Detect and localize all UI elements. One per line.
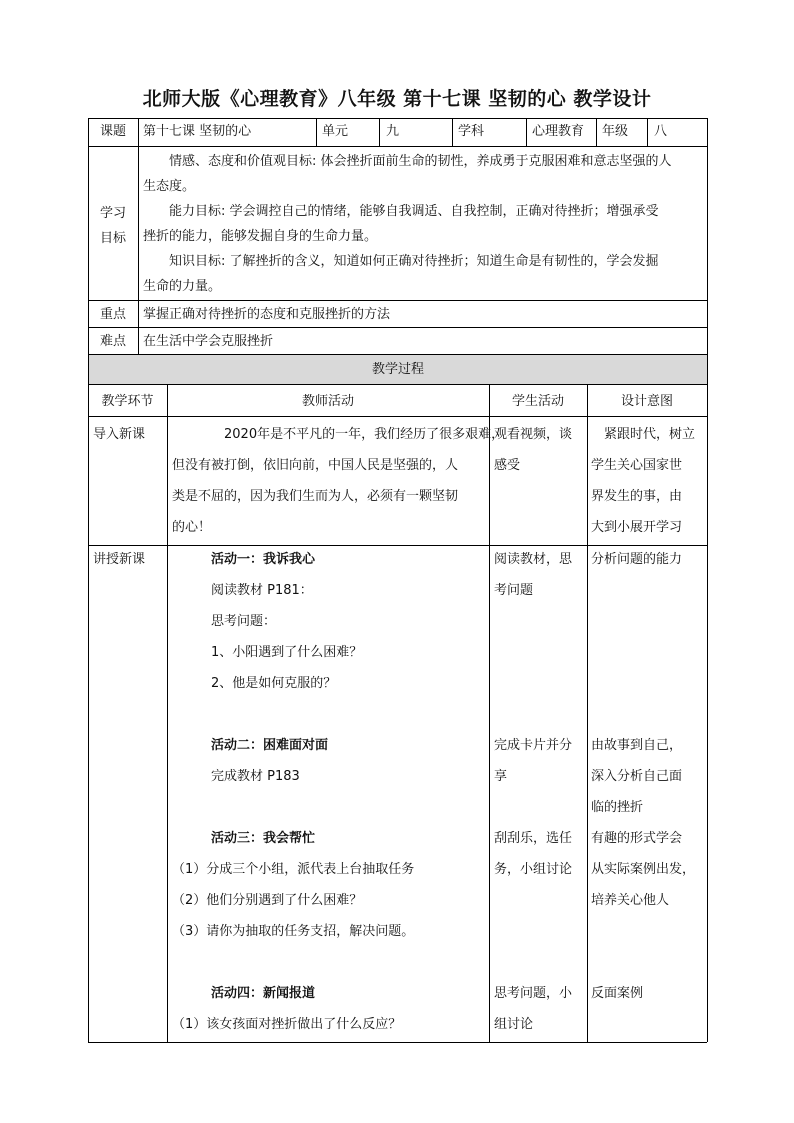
lecture-teacher-line: 思考问题： (172, 614, 277, 629)
intro-intent-line: 界发生的事，由 (591, 489, 683, 504)
unit-label: 单元 (322, 124, 349, 139)
lecture-student-line: 完成卡片并分 (494, 738, 573, 753)
lecture-intent-line (591, 1009, 706, 1040)
intro-teacher-line: 类是不屈的，因为我们生而为人，必须有一颗坚韧 (172, 489, 459, 504)
lecture-student-line (494, 668, 586, 699)
lecture-student (494, 544, 586, 1040)
lecture-teacher-line: 活动四：新闻报道 (172, 986, 316, 1001)
objective-line: 生态度。 (143, 179, 196, 194)
objectives-text (143, 149, 705, 299)
lecture-teacher-line (172, 699, 487, 730)
key-point-label: 重点 (99, 307, 126, 322)
lecture-intent-line: 临的挫折 (591, 800, 644, 815)
intro-intent-line: 大到小展开学习 (591, 520, 683, 535)
lecture-intent-line (591, 947, 706, 978)
lecture-intent-line (591, 606, 706, 637)
grade-label: 年级 (602, 124, 629, 139)
lecture-student-line (494, 916, 586, 947)
lecture-intent-line (591, 916, 706, 947)
lecture-intent-line: 从实际案例出发， (591, 862, 696, 877)
lecture-intent-line (591, 637, 706, 668)
course-value: 第十七课 坚韧的心 (143, 124, 252, 139)
objective-line: 生命的力量。 (143, 279, 222, 294)
objective-line: 情感、态度和价值观目标: 体会挫折面前生命的韧性，养成勇于克服困难和意志坚强的人 (143, 154, 672, 169)
document-title: 北师大版《心理教育》八年级 第十七课 坚韧的心 教学设计 (142, 88, 652, 110)
course-label: 课题 (99, 124, 126, 139)
key-point-value: 掌握正确对待挫折的态度和克服挫折的方法 (143, 307, 391, 322)
lecture-teacher-line (172, 947, 487, 978)
column-header-stage: 教学环节 (101, 394, 154, 409)
lecture-intent-line: 培养关心他人 (591, 893, 670, 908)
lecture-teacher-line: （1）该女孩面对挫折做出了什么反应？ (172, 1017, 402, 1032)
lecture-teacher-line (172, 792, 487, 823)
column-header-student: 学生活动 (511, 394, 564, 409)
lecture-teacher-line: 阅读教材 P181： (172, 583, 313, 598)
grade-value: 八 (654, 124, 668, 139)
lecture-intent-line (591, 575, 706, 606)
process-header: 教学过程 (371, 362, 424, 377)
intro-intent-line: 学生关心国家世 (591, 458, 683, 473)
lecture-student-line (494, 637, 586, 668)
lecture-teacher-line: 1、小阳遇到了什么困难？ (172, 645, 363, 660)
lecture-teacher-line: （1）分成三个小组，派代表上台抽取任务 (172, 862, 415, 877)
intro-teacher-line: 但没有被打倒，依旧向前，中国人民是坚强的，人 (172, 458, 459, 473)
lecture-student-line: 享 (494, 769, 508, 784)
lecture-teacher-line: （3）请你为抽取的任务支招，解决问题。 (172, 924, 415, 939)
lecture-student-line: 刮刮乐，选任 (494, 831, 573, 846)
lecture-intent-line (591, 699, 706, 730)
objective-line: 知识目标: 了解挫折的含义，知道如何正确对待挫折；知道生命是有韧性的，学会发掘 (143, 254, 659, 269)
lecture-intent-line: 分析问题的能力 (591, 552, 683, 567)
intro-stage: 导入新课 (93, 427, 146, 442)
lecture-teacher-line: （2）他们分别遇到了什么困难？ (172, 893, 363, 908)
difficulty-value: 在生活中学会克服挫折 (143, 334, 274, 349)
subject-value: 心理教育 (532, 124, 585, 139)
intro-student-line: 感受 (494, 458, 521, 473)
intro-teacher-line: 的心！ (172, 520, 212, 535)
intro-intent (591, 419, 706, 543)
subject-label: 学科 (458, 124, 485, 139)
lecture-student-line (494, 947, 586, 978)
lecture-student-line (494, 792, 586, 823)
lecture-student-line (494, 885, 586, 916)
intro-teacher-line: 2020年是不平凡的一年，我们经历了很多艰难， (172, 427, 505, 442)
intro-student-line: 观看视频，谈 (494, 427, 573, 442)
objective-line: 能力目标: 学会调控自己的情绪，能够自我调适、自我控制，正确对待挫折；增强承受 (143, 204, 659, 219)
lecture-student-line: 组讨论 (494, 1017, 534, 1032)
lecture-student-line: 考问题 (494, 583, 534, 598)
lecture-student-line (494, 699, 586, 730)
lecture-student-line: 阅读教材，思 (494, 552, 573, 567)
column-header-intent: 设计意图 (620, 394, 673, 409)
lecture-teacher-line: 完成教材 P183 (172, 769, 300, 784)
lecture-intent-line (591, 668, 706, 699)
lecture-teacher (172, 544, 487, 1040)
lecture-intent-line: 反面案例 (591, 986, 644, 1001)
lecture-student-line: 务，小组讨论 (494, 862, 573, 877)
lecture-intent (591, 544, 706, 1040)
lecture-stage: 讲授新课 (93, 552, 146, 567)
intro-teacher (172, 419, 505, 543)
lecture-student-line: 思考问题，小 (494, 986, 573, 1001)
lecture-teacher-line: 活动二：困难面对面 (172, 738, 329, 753)
objective-line: 挫折的能力，能够发掘自身的生命力量。 (143, 229, 378, 244)
column-header-teacher: 教师活动 (301, 394, 354, 409)
lecture-teacher-line: 活动一：我诉我心 (172, 552, 316, 567)
lecture-teacher-line: 活动三：我会帮忙 (172, 831, 316, 846)
lecture-student-line (494, 606, 586, 637)
intro-student (494, 419, 586, 481)
lecture-intent-line: 有趣的形式学会 (591, 831, 683, 846)
objectives-label-2: 目标 (99, 231, 126, 246)
lecture-teacher-line: 2、他是如何克服的？ (172, 676, 337, 691)
difficulty-label: 难点 (99, 334, 126, 349)
lecture-intent-line: 由故事到自己， (591, 738, 683, 753)
unit-value: 九 (386, 124, 400, 139)
intro-intent-line: 紧跟时代，树立 (591, 427, 696, 442)
lecture-intent-line: 深入分析自己面 (591, 769, 683, 784)
objectives-label-1: 学习 (99, 206, 126, 221)
